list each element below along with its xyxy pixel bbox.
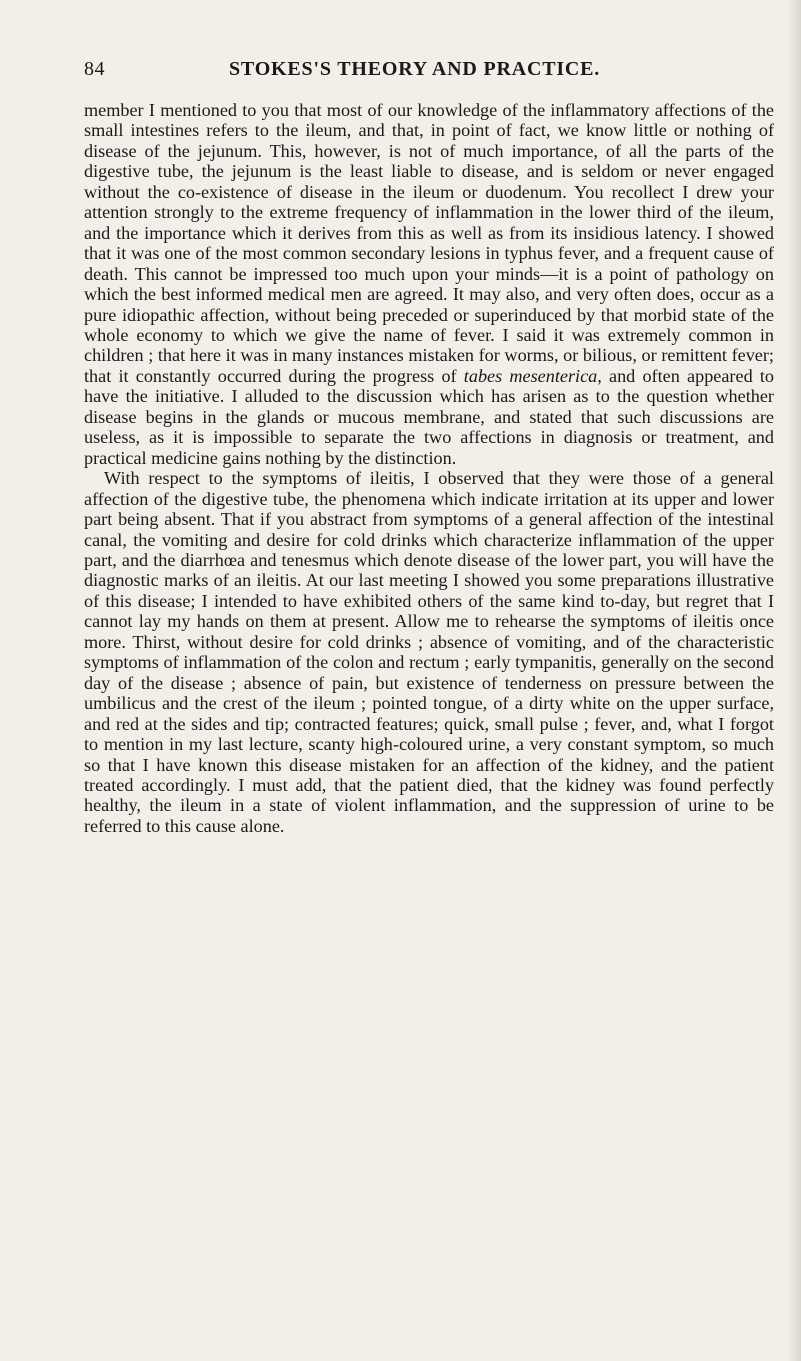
- paragraph-1: [84, 100, 774, 468]
- page-edge-shadow: [787, 0, 801, 1361]
- paragraph-1-text-b: and often appeared to have the initiative. I alluded to the discussion which has arisen as to the question whether disease begins in the glands or mucous membrane, and stated that such discussions are useless, as it is impossible to separate the two affections in diagnosis or treatment, and practical medicine gains nothing by the distinction.: [84, 365, 775, 468]
- paragraph-2: With respect to the symptoms of ileitis, I observed that they were those of a general affection of the digestive tube, the phenomena which indicate irritation at its upper and lower part being absent. That if you abstract from symptoms of a general affection of the intestinal canal, the vomiting and desire for cold drinks which characterize inflammation of the upper part, and the diarrhœa and tenesmus which denote disease of the lower part, you will have the diagnostic marks of an ileitis. At our last meeting I showed you some preparations illustrative of this disease; I intended to have exhibited others of the same kind to-day, but regret that I cannot lay my hands on them at present. Allow me to rehearse the symptoms of ileitis once more. Thirst, without desire for cold drinks ; absence of vomiting, and of the characteristic symptoms of inflammation of the colon and rectum ; early tympanitis, generally on the second day of the disease ; absence of pain, but existence of tenderness on pressure between the umbilicus and the crest of the ileum ; pointed tongue, of a dirty white on the upper surface, and red at the sides and tip; contracted features; quick, small pulse ; fever, and, what I forgot to mention in my last lecture, scanty high-coloured urine, a very constant symptom, so much so that I have known this disease mistaken for an affection of the kidney, and the patient treated accordingly. I must add, that the patient died, that the kidney was found perfectly healthy, the ileum in a state of violent inflammation, and the suppression of urine to be referred to this cause alone.: [84, 468, 774, 836]
- body-text: [84, 100, 774, 836]
- paragraph-1-text-a: member I mentioned to you that most of our knowledge of the inflammatory affections of the small intestines refers to the ileum, and that, in point of fact, we know little or nothing of disease of the jejunum. This, however, is not of much importance, of all the parts of the digestive tube, the jejunum is the least liable to disease, and is seldom or never engaged without the co-existence of disease in the ileum or duodenum. You recollect I drew your attention strongly to the extreme frequency of inflammation in the lower third of the ileum, and the importance which it derives from this as well as from its insidious latency. I showed that it was one of the most common secondary lesions in typhus fever, and a frequent cause of death. This cannot be impressed too much upon your minds—it is a point of pathology on which the best informed medical men are agreed. It may also, and very often does, occur as a pure idiopathic affection, without being preceded or superinduced by that morbid state of the whole economy to which we give the name of fever. I said it was extremely common in children ; that here it was in many instances mistaken for worms, or bilious, or remittent fever; that it constantly occurred during the progress of: [84, 100, 774, 386]
- paragraph-1-italic-term: tabes mesenterica,: [463, 365, 602, 386]
- running-title: STOKES'S THEORY AND PRACTICE.: [229, 58, 601, 80]
- running-head: [84, 58, 767, 86]
- page-number: 84: [84, 58, 105, 80]
